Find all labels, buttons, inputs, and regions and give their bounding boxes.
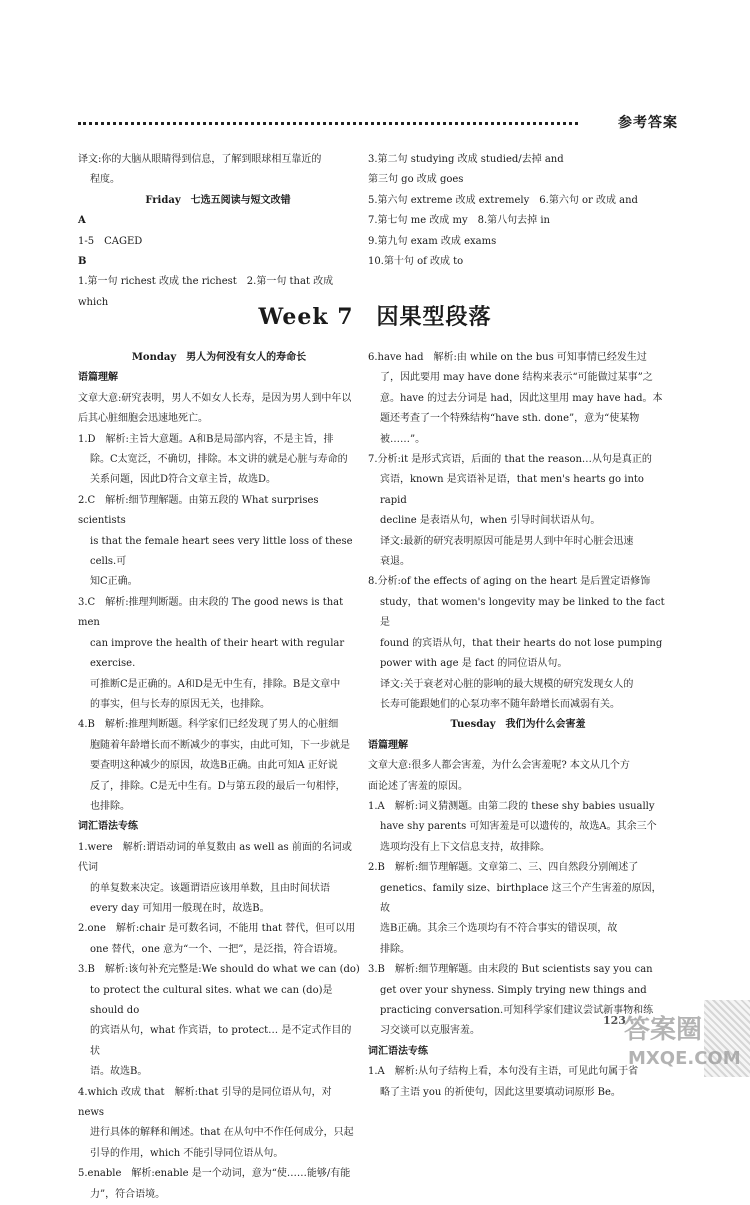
svg-text:答案圈: 答案圈 xyxy=(624,1015,703,1045)
dotted-rule xyxy=(78,122,578,125)
text-line: 长寿可能跟她们的心泵功率不随年龄增长而减弱有关。 xyxy=(380,698,620,710)
text-line: genetics、family size、birthplace 这三个产生害羞的原因，故 xyxy=(380,882,662,914)
text-line: 1.A 解析:词义猜测题。由第二段的 these shy babies usually xyxy=(368,800,655,812)
text-line: 后其心脏细胞会迅速地死亡。 xyxy=(78,413,208,425)
text-line: 宾语，known 是宾语补足语，that men's hearts go into rapid xyxy=(380,474,644,506)
svg-text:MXQE.COM: MXQE.COM xyxy=(628,1048,741,1069)
text-line: 3.B 解析:细节理解题。由末段的 But scientists say you can xyxy=(368,964,653,976)
text-line: every day 可知用一般现在时，故选B。 xyxy=(90,902,270,914)
text-line: 3.第二句 studying 改成 studied/去掉 and xyxy=(368,154,564,165)
text-line: 关系问题，因此D符合文章主旨，故选D。 xyxy=(90,474,277,486)
text-line: 3.C 解析:推理判断题。由末段的 The good news is that men xyxy=(78,596,344,629)
text-line: 2.one 解析:chair 是可数名词，不能用 that 替代，但可以用 xyxy=(78,923,356,935)
text-line: study，that women's longevity may be linked to the fact 是 xyxy=(380,596,665,629)
page-header xyxy=(78,112,678,134)
section-heading: Monday 男人为何没有女人的寿命长 xyxy=(131,352,307,363)
text-line: 文章大意:很多人都会害羞，为什么会害羞呢? 本文从几个方 xyxy=(368,760,630,772)
text-line: 面论述了害羞的原因。 xyxy=(368,780,468,792)
text-line: 6.have had 解析:由 while on the bus 可知事情已经发生过 xyxy=(368,352,647,363)
text-line: 7.第七句 me 改成 my 8.第八句去掉 in xyxy=(368,215,550,227)
text-line: 2.B 解析:细节理解题。文章第二、三、四自然段分别阐述了 xyxy=(368,862,639,874)
text-line: 程度。 xyxy=(90,174,120,186)
week-title: Week 7 因果型段落 xyxy=(258,304,492,330)
text-line: 反了，排除。C是无中生有。D与第五段的最后一句相悖， xyxy=(90,780,346,792)
subheading: 语篇理解 xyxy=(368,739,408,751)
text-line: found 的宾语从句，that their hearts do not lose pumping xyxy=(380,637,663,649)
text-line: 译文:关于衰老对心脏的影响的最大规模的研究发现女人的 xyxy=(380,678,634,690)
page-number: 123 xyxy=(603,1014,626,1027)
text-line: 文章大意:研究表明，男人不如女人长寿，是因为男人到中年以 xyxy=(78,392,352,404)
text-line: can improve the health of their heart with regular exercise. xyxy=(90,637,345,670)
text-line: 意。have 的过去分词是 had，因此这里用 may have had。本 xyxy=(380,392,663,404)
text-line: 进行具体的解释和阐述。that 在从句中不作任何成分，只起 xyxy=(90,1127,354,1139)
text-line: 力”，符合语境。 xyxy=(90,1188,166,1200)
text-line: 1.A 解析:从句子结构上看，本句没有主语，可见此句属于省 xyxy=(368,1066,639,1078)
text-line: 选项均没有上下文信息支持，故排除。 xyxy=(380,841,550,853)
text-line: decline 是表语从句，when 引导时间状语从句。 xyxy=(380,515,601,527)
text-line: 要查明这种减少的原因，故选B正确。由此可知A 正好说 xyxy=(90,760,338,772)
text-line: 排除。 xyxy=(380,943,410,955)
text-line: power with age 是 fact 的同位语从句。 xyxy=(380,658,568,670)
text-line: 8.分析:of the effects of aging on the heart 是后置定语修饰 xyxy=(368,576,651,588)
top-left-column xyxy=(78,150,358,313)
text-line: practicing conversation.可知科学家们建议尝试新事物和练 xyxy=(380,1005,654,1016)
text-line: 译文:最新的研究表明原因可能是男人到中年时心脏会迅速 xyxy=(380,535,634,547)
text-line: 9.第九句 exam 改成 exams xyxy=(368,235,497,247)
text-line: 10.第十句 of 改成 to xyxy=(368,256,464,268)
text-line: get over your shyness. Simply trying new things and xyxy=(380,984,647,996)
left-column xyxy=(78,348,360,1205)
text-line: 了，因此要用 may have done 结构来表示“可能做过某事”之 xyxy=(380,372,653,384)
text-line: have shy parents 可知害羞是可以遗传的，故选A。其余三个 xyxy=(380,821,657,833)
text-line: 衰退。 xyxy=(380,556,410,568)
text-line: 4.B 解析:推理判断题。科学家们已经发现了男人的心脏细 xyxy=(78,719,339,731)
text-line: 1.were 解析:谓语动词的单复数由 as well as 前面的名词或代词 xyxy=(78,841,352,874)
text-line: is that the female heart sees very little loss of these cells.可 xyxy=(90,535,353,568)
text-line: 1.第一句 richest 改成 the richest 2.第一句 that 改成 which xyxy=(78,276,334,308)
header-title: 参考答案 xyxy=(618,115,678,131)
text-line: A xyxy=(78,215,86,227)
text-line: 5.第六句 extreme 改成 extremely 6.第六句 or 改成 and xyxy=(368,194,638,206)
top-right-column xyxy=(368,150,668,272)
subheading: 词汇语法专练 xyxy=(368,1045,428,1057)
text-line: 习交谈可以克服害羞。 xyxy=(380,1025,480,1037)
subheading: 词汇语法专练 xyxy=(78,821,138,833)
text-line: 7.分析:it 是形式宾语，后面的 that the reason…从句是真正的 xyxy=(368,454,652,466)
section-heading: Tuesday 我们为什么会害羞 xyxy=(450,719,586,731)
text-line: 的事实，但与长寿的原因无关，也排除。 xyxy=(90,698,270,710)
text-line: 引导的作用，which 不能引导同位语从句。 xyxy=(90,1147,284,1159)
text-line: one 替代，one 意为“一个、一把”，是泛指，符合语境。 xyxy=(90,943,344,955)
text-line: 知C正确。 xyxy=(90,576,138,588)
section-heading: Friday 七选五阅读与短文改错 xyxy=(145,194,291,206)
text-line: 3.B 解析:该句补充完整是:We should do what we can (do) xyxy=(78,964,360,976)
text-line: 译文:你的大脑从眼睛得到信息，了解到眼球相互靠近的 xyxy=(78,154,322,165)
text-line: 语。故选B。 xyxy=(90,1066,148,1078)
text-line: 胞随着年龄增长而不断减少的事实，由此可知，下一步就是 xyxy=(90,739,350,751)
text-line: B xyxy=(78,256,87,268)
text-line: 的宾语从句，what 作宾语，to protect… 是不定式作目的状 xyxy=(90,1025,352,1057)
text-line: 题还考查了一个特殊结构“have sth. done”，意为“使某物 xyxy=(380,413,640,425)
text-line: 除。C太宽泛，不确切，排除。本文讲的就是心脏与寿命的 xyxy=(90,454,348,466)
text-line: 2.C 解析:细节理解题。由第五段的 What surprises scientists xyxy=(78,494,319,527)
text-line: 的单复数来决定。该题谓语应该用单数，且由时间状语 xyxy=(90,882,330,894)
right-column xyxy=(368,348,668,1103)
subheading: 语篇理解 xyxy=(78,372,118,384)
text-line: 5.enable 解析:enable 是一个动词，意为“使……能够/有能 xyxy=(78,1168,351,1180)
text-line: 1-5 CAGED xyxy=(78,235,143,247)
text-line: 1.D 解析:主旨大意题。A和B是局部内容，不是主旨，排 xyxy=(78,433,334,445)
text-line: 第三句 go 改成 goes xyxy=(368,174,464,186)
text-line: 选B正确。其余三个选项均有不符合事实的错误项，故 xyxy=(380,923,618,935)
text-line: 4.which 改成 that 解析:that 引导的是同位语从句，对 news xyxy=(78,1086,332,1119)
text-line: to protect the cultural sites. what we can (do)是 should do xyxy=(90,984,333,1016)
text-line: 略了主语 you 的祈使句，因此这里要填动词原形 Be。 xyxy=(380,1086,621,1098)
watermark-logo xyxy=(618,1000,748,1072)
text-line: 可推断C是正确的。A和D是无中生有，排除。B是文章中 xyxy=(90,678,341,690)
text-line: 被……”。 xyxy=(380,433,426,445)
text-line: 也排除。 xyxy=(90,800,130,812)
